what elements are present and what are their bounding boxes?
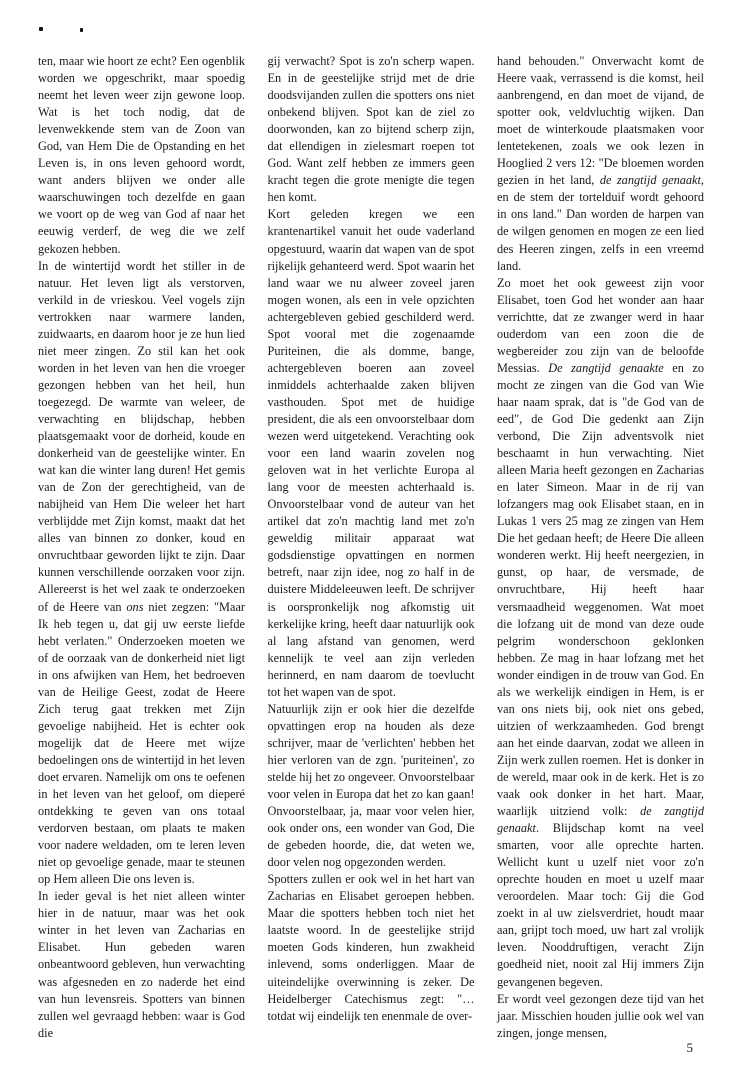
- text-run: Er wordt veel gezongen deze tijd van het jaar. Misschien houden jullie ook wel van zingen, jonge mensen,: [497, 991, 704, 1040]
- italic-text: de zangtijd genaakt: [599, 173, 701, 188]
- text-run: In ieder geval is het niet alleen winter hier in de natuur, maar was het ook winter in het leven van Zacharias en Elisabet. Hun gebeden waren onbeantwoord gebleven, hun verwachting was afgesneden en zo naderde het eind van hun levensreis. Spotters van binnen zullen wel gevraagd hebben: waar is God die: [38, 889, 245, 1040]
- paragraph: [38, 53, 245, 258]
- italic-text: ons: [126, 599, 144, 614]
- text-column-1: [38, 53, 245, 1040]
- text-run: niet zegzen: "Maar Ik heb tegen u, dat gij uw eerste liefde hebt verlaten." Onderzoeken moeten we of de oorzaak van de donkerheid niet ligt in ons afwijken van Hem, het bedroeven van de Heilige Geest, zodat de Heere Zich terug gaat trekken met Zijn gevoelige nabijheid. Het is echter ook mogelijk dat de Heere met wijze bedoelingen ons de wintertijd in het leven doet ervaren. Namelijk om ons te oefenen in het leven van het geloof, om dieperé ontdekking te geven van ons totaal verdorven bestaan, om plaats te maken voor nadere weldaden, om te leren leven niet op gevoelige genade, maar te steunen op Hem alleen Die ons leven is.: [38, 599, 245, 887]
- paragraph: [268, 871, 475, 1024]
- paragraph: [497, 991, 704, 1042]
- italic-text: de zangtijd genaakt: [497, 804, 705, 836]
- paragraph: [38, 258, 245, 889]
- paragraph: [268, 206, 475, 700]
- text-run: Spotters zullen er ook wel in het hart van Zacharias en Elisabet geroepen hebben. Maar die spotters hebben toch niet het laatste woord. In de geestelijke strijd moeten Gods kinderen, hun zwakheid inlevend, soms onderliggen. Maar de uiteindelijke overwinning is zeker. De Heidelberger Catechismus zegt: "… totdat wij eindelijk ten enenmale de over-: [267, 872, 475, 1023]
- text-columns: [38, 53, 705, 1040]
- text-run: . Blijdschap komt na veel smarten, voor alle oprechte harten. Wellicht kunt u uzelf niet voor zo'n oprechte houden en moet u uzelf maar veroordelen. Maar toch: Gij die God zoekt in al uw zielsverdriet, houdt maar aan, grijpt toch moed, uw hart zal vrolijk leven. Nooddruftigen, veracht Zijn goedheid niet, nooit zal Hij immers Zijn gevangenen begeven.: [497, 821, 704, 989]
- paragraph: [268, 701, 475, 871]
- text-run: In de wintertijd wordt het stiller in de natuur. Het leven ligt als verstorven, verkild in de vrieskou. Veel vogels zijn vertrokken naar warmere landen, zuidwaarts, en daarom hoor je ze hun lied niet meer zingen. Zo stil kan het ook worden in het leven van hen die vroeger gezongen hebben van het heil, hun toegezegd. De warmte van weleer, de verwachting en blijdschap, hebben plaatsgemaakt voor de dorheid, koude en donkerheid van de geestelijke winter. En wat kan die winter lang duren! Het gemis van de Zon der gerechtigheid, van de nabijheid van Hem Die weleer het hart verblijdde met Zijn komst, maakt dat het alles van binnen zo donker, koud en onvruchtbaar geworden lijkt te zijn. Daar kunnen verschillende oorzaken voor zijn. Allereerst is het wel zaak te onderzoeken of de Heere van: [38, 258, 245, 614]
- ink-mark: [39, 27, 43, 31]
- text-run: en zo mocht ze zingen van die God van Wie haar naam sprak, dat is "de God van de eed", de God Die gedenkt aan Zijn verbond, Die Zijn adventsvolk niet beschaamt in hun verwachting. Niet alleen Maria heeft gezongen en Zacharias en later Simeon. Maar in de rij van lofzangers mag ook Elisabet staan, en in Lukas 1 vers 25 mag ze zingen van Hem Die het gedaan heeft; de Heere Die alleen wonderen werkt. Hij heeft neergezien, in gunst, op haar, de versmade, de onvruchtbare, Hij heeft haar versmaadheid weggenomen. Wat moet die lofzang uit de mond van deze oude pelgrim wonderschoon geklonken hebben. Ze mag in haar lofzang met het wonder eindigen in de trouw van God. En als we werkelijk eindigen in Hem, is er van ons niets bij, ook niet ons gebed, uitzien of werkzaamheden. God brengt aan het einde daarvan, zodat we alleen in Zijn werk zullen roemen. Het is donker in de wereld, maar ook in de kerk. Het is zo vaak ook donker in het hart. Maar, waarlijk uitziend volk:: [497, 360, 704, 819]
- page-number: 5: [686, 1040, 693, 1055]
- paragraph: [268, 53, 475, 206]
- text-run: Zo moet het ook geweest zijn voor Elisabet, toen God het wonder aan haar verrichtte, dat ze zwanger werd in haar ouderdom van een zoon die de wegbereider zou zijn van de beloofde Messias.: [497, 275, 704, 375]
- text-column-2: [267, 53, 475, 1023]
- text-column-3: [497, 53, 705, 1040]
- text-run: Kort geleden kregen we een krantenartikel vanuit het oude vaderland opgestuurd, waarin dat wapen van de spot rijkelijk gehanteerd werd. Spot waarin het land waar we nu alweer zoveel jaren mogen wonen, als een in vele opzichten achtergebleven gebied geschilderd werd. Spot vooral met die zogenaamde Puriteinen, die als domme, bange, achtergebleven boeren aan zoveel inmiddels achterhaalde zaken blijven vasthouden. Spot met de huidige president, die als een onvoorstelbaar dom wezen werd uitgetekend. Verachting ook voor een land waarin zovelen nog geloven wat in het verlichte Europa al lang voor de meesten achterhaald is. Onvoorstelbaar vond de auteur van het artikel dat zo'n machtig land met zo'n geweldig militair apparaat wat godsdienstige opvattingen en normen betreft, naar zijn idee, nog zo half in de duistere Middeleeuwen leeft. De schrijver is oorspronkelijk nog afkomstig uit kerkelijke kring, heeft daar natuurlijk ook al lang afstand van genomen, werd kennelijk te veel aan zijn verleden herinnerd, en nam daarom de toevlucht tot het wapen van de spot.: [267, 207, 475, 699]
- text-run: Natuurlijk zijn er ook hier die dezelfde opvattingen erop na houden als deze schrijver, maar de 'verlichten' hebben het hier verloren van de zgn. 'puriteinen', zo stelde hij het zo ongeveer. Onvoorstelbaar voor velen in Europa dat het zo kan gaan! Onvoorstelbaar, ja, maar voor velen hier, ook onder ons, een wonder van God, Die de gebeden hoorde, die, dat weten we, door velen nog opgezonden werden.: [267, 701, 475, 870]
- paragraph: [38, 888, 245, 1041]
- text-run: , en de stem der tortelduif wordt gehoord in ons land." Dan worden de harpen van de wilgen genomen en mogen ze een lied des Heeren zingen, zelfs in een vreemd land.: [497, 173, 704, 273]
- paragraph: [497, 53, 704, 275]
- text-run: hand behouden." Onverwacht komt de Heere vaak, verrassend is die komst, heil aanbrengend, en dan moet de vijand, de spotter ook, veldvluchtig wijken. Dan moet de winterkoude plaatsmaken voor lentetekenen, zoals we ook lezen in Hooglied 2 vers 12: "De bloemen worden gezien in het land,: [497, 54, 704, 188]
- text-run: gij verwacht? Spot is zo'n scherp wapen. En in de geestelijke strijd met de drie doodsvijanden zullen die spotters ons niet onbekend blijven. Spot kan de ziel zo doorwonden, kan zo bijtend scherp zijn, dat ellendigen in zielesmart roepen tot God. Want zelf hebben ze immers geen kracht tegen die grote menigte die tegen hen komt.: [267, 54, 475, 205]
- text-run: ten, maar wie hoort ze echt? Een ogenblik worden we opgeschrikt, maar spoedig neemt het leven weer zijn gewone loop. Wat is het toch nodig, dat de levenwekkende stem van de Zoon van God, van Hem Die de Opstanding en het Leven is, in ons leven gehoord wordt, want anders blijven we onder alle waarschuwingen toch dezelfde en gaan we voort op de weg van God af naar het eeuwig verderf, de weg die we zelf gekozen hebben.: [38, 54, 245, 256]
- ink-mark: [80, 28, 83, 32]
- paragraph: [497, 275, 704, 991]
- italic-text: De zangtijd genaakte: [548, 360, 664, 375]
